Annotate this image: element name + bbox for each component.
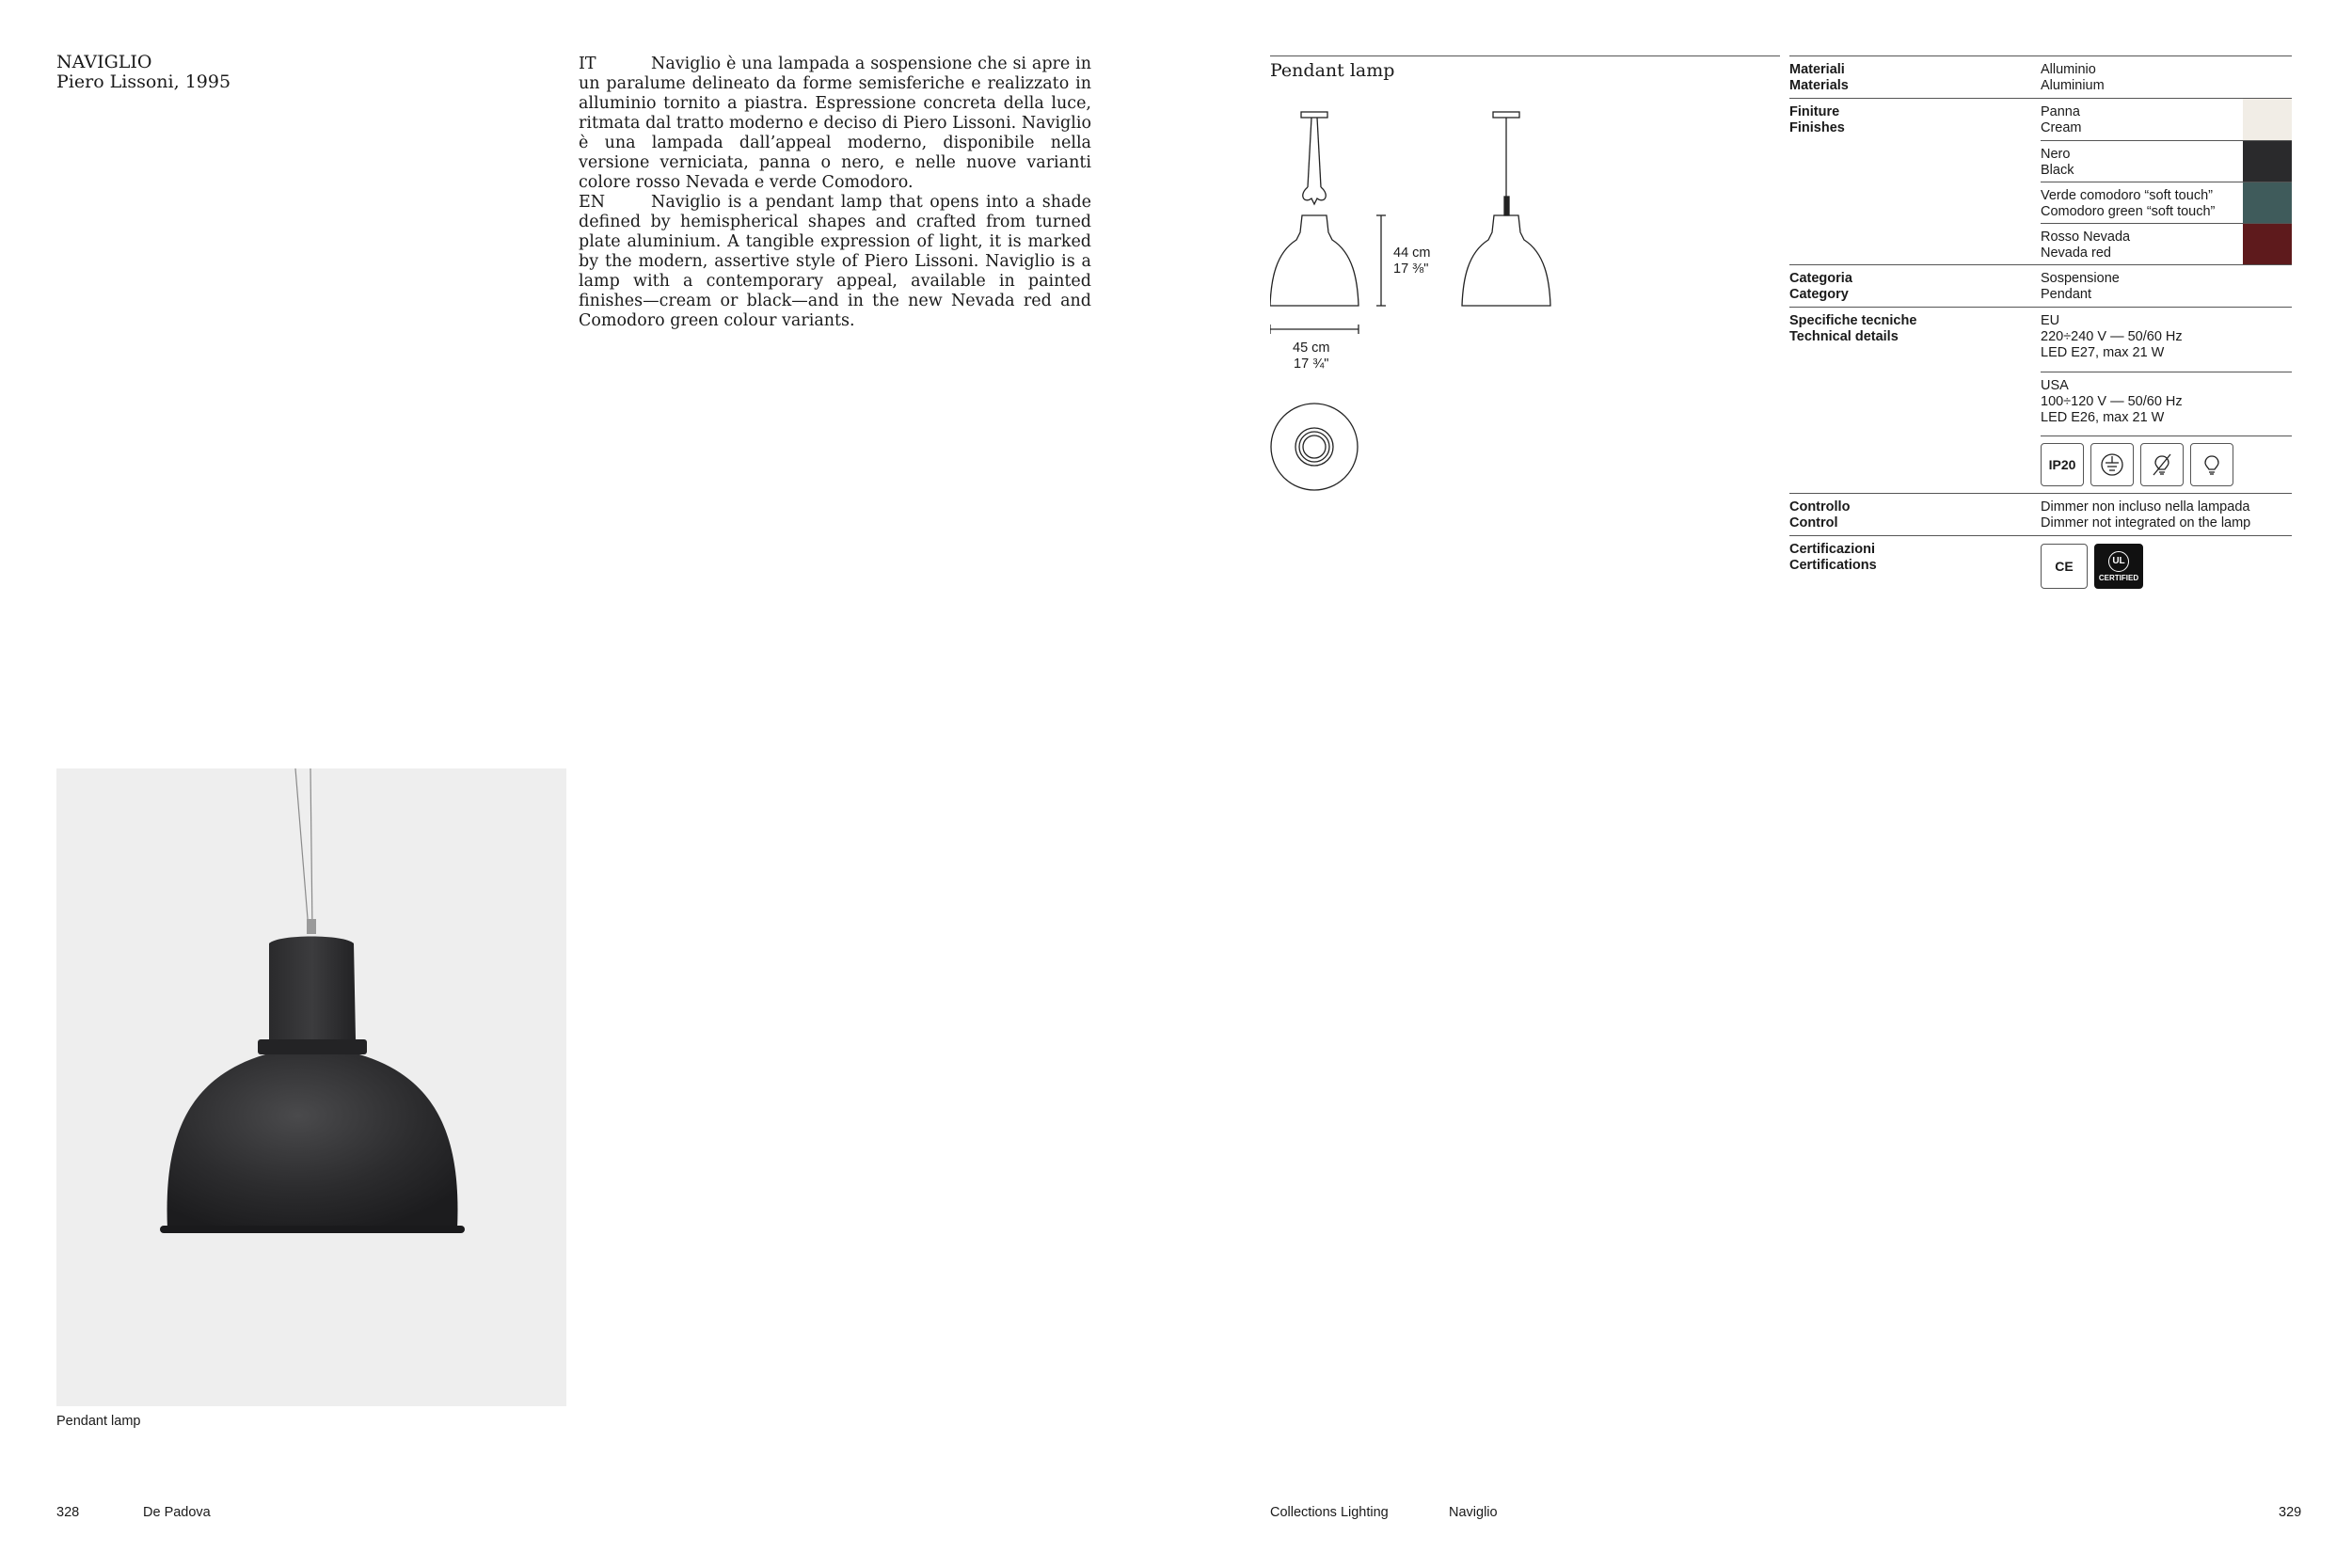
width-dimension (1270, 325, 1359, 334)
voltage-usa: 100÷120 V — 50/60 Hz (2041, 394, 2183, 409)
voltage-eu: 220÷240 V — 50/60 Hz (2041, 329, 2183, 344)
spec-row-finishes (1789, 98, 2292, 264)
spec-label-en: Category (1789, 287, 1849, 302)
spec-label-it: Finiture (1789, 104, 1840, 119)
ce-mark-icon: CE (2041, 544, 2088, 589)
height-label (1393, 245, 1431, 277)
bulb-eu: LED E27, max 21 W (2041, 345, 2165, 360)
footer-product: Naviglio (1449, 1505, 1498, 1520)
color-swatch-green (2243, 182, 2292, 223)
product-photo (56, 768, 566, 1406)
region-usa: USA (2041, 378, 2069, 393)
spec-label-en: Materials (1789, 78, 1849, 93)
tech-usa (2041, 372, 2292, 436)
spec-label (1789, 308, 2041, 493)
spec-row-technical (1789, 307, 2292, 493)
spec-value (2041, 494, 2292, 535)
lang-label-it: IT (579, 55, 596, 73)
finish-name-en: Comodoro green “soft touch” (2041, 204, 2216, 219)
spec-label-en: Technical details (1789, 329, 1899, 344)
finish-name-en: Nevada red (2041, 245, 2111, 261)
spec-label-en: Certifications (1789, 558, 1877, 573)
finish-item-green (2041, 182, 2292, 223)
height-dimension (1376, 215, 1386, 306)
spec-label-it: Controllo (1789, 499, 1851, 515)
spec-value-en: Dimmer not integrated on the lamp (2041, 515, 2251, 531)
spec-label (1789, 536, 2041, 595)
product-header (56, 53, 230, 92)
finish-item-red (2041, 223, 2292, 264)
drawings-title: Pendant lamp (1270, 60, 1395, 81)
spec-value-en: Aluminium (2041, 78, 2105, 93)
page-number-right: 329 (2279, 1505, 2302, 1520)
spec-value-it: Alluminio (2041, 62, 2096, 77)
width-in: 17 ¾" (1294, 356, 1329, 372)
spec-value (2041, 265, 2292, 307)
description-it (579, 55, 1091, 193)
finish-name-it: Panna (2041, 104, 2080, 119)
finish-item-cream (2041, 99, 2292, 140)
spec-label-it: Specifiche tecniche (1789, 313, 1917, 328)
description-en-text: Naviglio is a pendant lamp that opens into a shade defined by hemispherical shapes and crafted from turned plate aluminium. A tangible expression of light, it is marked by the modern, assertive style of Piero Lissoni. Naviglio is a lamp with a contemporary appeal, available in painted finishes—cream or black—and in the new Nevada red and Comodoro green colour variants. (579, 193, 1091, 330)
lang-label-en: EN (579, 193, 606, 212)
spec-value-en: Pendant (2041, 287, 2092, 302)
height-in: 17 ⅜" (1393, 261, 1429, 277)
lamp-drawing (1270, 55, 1780, 507)
spec-label-it: Materiali (1789, 62, 1845, 77)
ul-mark: UL (2108, 551, 2129, 572)
finish-name-it: Verde comodoro “soft touch” (2041, 188, 2213, 203)
photo-caption: Pendant lamp (56, 1414, 141, 1429)
spec-row-control (1789, 493, 2292, 535)
description-it-text: Naviglio è una lampada a sospensione che si apre in un paralume delineato da forme semisferiche e realizzato in alluminio tornito a piastra. Espressione concreta della luce, ritmata dal tratto moderno e deciso di Piero Lissoni. Naviglio è una lampada dall’appeal moderno, disponibile nella versione verniciata, panna o nero, e nelle nuove varianti colore rosso Nevada e verde Comodoro. (579, 55, 1091, 192)
designer-year: Piero Lissoni, 1995 (56, 71, 231, 92)
width-cm: 45 cm (1293, 341, 1330, 356)
color-swatch-red (2243, 224, 2292, 264)
tech-icons (2041, 436, 2292, 493)
pendant-lamp-photo (56, 768, 566, 1406)
spec-label (1789, 99, 2041, 264)
height-cm: 44 cm (1393, 245, 1431, 261)
finish-name-it: Rosso Nevada (2041, 230, 2131, 245)
bulb-icon (2190, 443, 2233, 486)
spec-row-materials (1789, 55, 2292, 98)
finish-item-black (2041, 140, 2292, 182)
spec-value (2041, 536, 2292, 595)
color-swatch-cream (2243, 99, 2292, 140)
technical-drawings (1270, 55, 1780, 372)
product-name: NAVIGLIO (56, 52, 152, 72)
top-view-drawing (1271, 404, 1358, 490)
finish-name-it: Nero (2041, 147, 2071, 162)
ul-certified-icon (2094, 544, 2143, 589)
spec-table (1789, 55, 2292, 595)
spec-label-en: Finishes (1789, 120, 1845, 135)
spec-label (1789, 56, 2041, 98)
ground-symbol-icon (2090, 443, 2134, 486)
region-eu: EU (2041, 313, 2060, 328)
spec-value (2041, 308, 2292, 493)
side-view-drawing (1462, 112, 1550, 306)
footer-brand: De Padova (143, 1505, 211, 1520)
spec-value-it: Dimmer non incluso nella lampada (2041, 499, 2250, 515)
spec-value (2041, 56, 2292, 98)
spec-label (1789, 265, 2041, 307)
finish-name-en: Black (2041, 163, 2074, 178)
footer-section: Collections Lighting (1270, 1505, 1389, 1520)
spec-label-en: Control (1789, 515, 1838, 531)
front-view-drawing (1270, 112, 1359, 306)
spec-row-certifications (1789, 535, 2292, 595)
finish-list (2041, 99, 2292, 264)
finish-name-en: Cream (2041, 120, 2082, 135)
color-swatch-black (2243, 141, 2292, 182)
description-en (579, 193, 1091, 331)
spec-label (1789, 494, 2041, 535)
dimmable-bulb-icon (2140, 443, 2184, 486)
width-label (1293, 341, 1330, 372)
page-number-left: 328 (56, 1505, 80, 1520)
ip20-icon: IP20 (2041, 443, 2084, 486)
bulb-usa: LED E26, max 21 W (2041, 410, 2165, 425)
spec-label-it: Categoria (1789, 271, 1852, 286)
spec-row-category (1789, 264, 2292, 307)
spec-label-it: Certificazioni (1789, 542, 1876, 557)
spec-value-it: Sospensione (2041, 271, 2120, 286)
ul-certified-text: CERTIFIED (2098, 573, 2139, 582)
tech-eu (2041, 308, 2292, 372)
